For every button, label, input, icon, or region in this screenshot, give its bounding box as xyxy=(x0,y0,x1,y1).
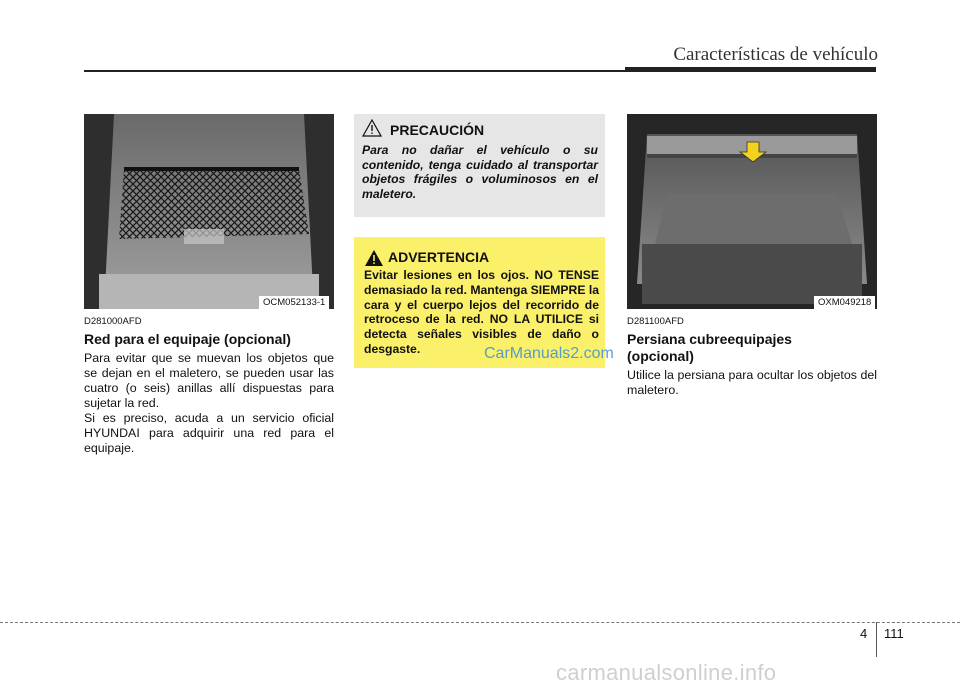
footer-rule xyxy=(0,622,960,623)
paragraph-cargo-cover: Utilice la persiana para ocultar los objetos del maletero. xyxy=(627,368,877,397)
watermark-carmanuals2: CarManuals2.com xyxy=(484,345,614,362)
warning-text: Evitar lesiones en los ojos. NO TENSE demasiado la red. Mantenga SIEMPRE la cara y el cuerpo lejos del recorrido de retroceso de la red. NO LA UTILICE si detecta señales visibles de daño o desgaste. xyxy=(364,268,600,356)
watermark-carmanualsonline: carmanualsonline.info xyxy=(556,660,777,685)
section-code-left: D281000AFD xyxy=(84,316,142,327)
caution-triangle-icon xyxy=(362,119,382,137)
page-number: 111 xyxy=(884,626,904,641)
paragraph-cargo-net-1: Para evitar que se muevan los objetos que se dejan en el maletero, se pueden usar las cuatro (o seis) anillas allí dispuestas para sujetar la red. xyxy=(84,351,334,410)
photo-caption-left: OCM052133-1 xyxy=(259,296,329,309)
warning-triangle-icon xyxy=(364,249,384,267)
header-rule xyxy=(84,70,625,72)
section-code-right: D281100AFD xyxy=(627,316,684,327)
heading-cargo-net: Red para el equipaje (opcional) xyxy=(84,331,291,347)
heading-cargo-cover: Persiana cubreequipajes (opcional) xyxy=(627,331,792,364)
caution-title: PRECAUCIÓN xyxy=(390,122,485,138)
cargo-net-photo xyxy=(84,114,334,309)
cargo-cover-photo xyxy=(627,114,877,309)
caution-text: Para no dañar el vehículo o su contenido, tenga cuidado al transportar objetos frágiles o voluminosos en el maletero. xyxy=(362,143,598,201)
header-title: Características de vehículo xyxy=(673,44,878,65)
header-rule-accent xyxy=(625,67,876,72)
page-section-number: 4 xyxy=(860,626,868,641)
paragraph-cargo-net-2: Si es preciso, acuda a un servicio oficial HYUNDAI para adquirir una red para el equipaje. xyxy=(84,411,334,455)
photo-caption-right: OXM049218 xyxy=(814,296,875,309)
footer-divider xyxy=(876,622,877,657)
warning-title: ADVERTENCIA xyxy=(388,249,490,265)
